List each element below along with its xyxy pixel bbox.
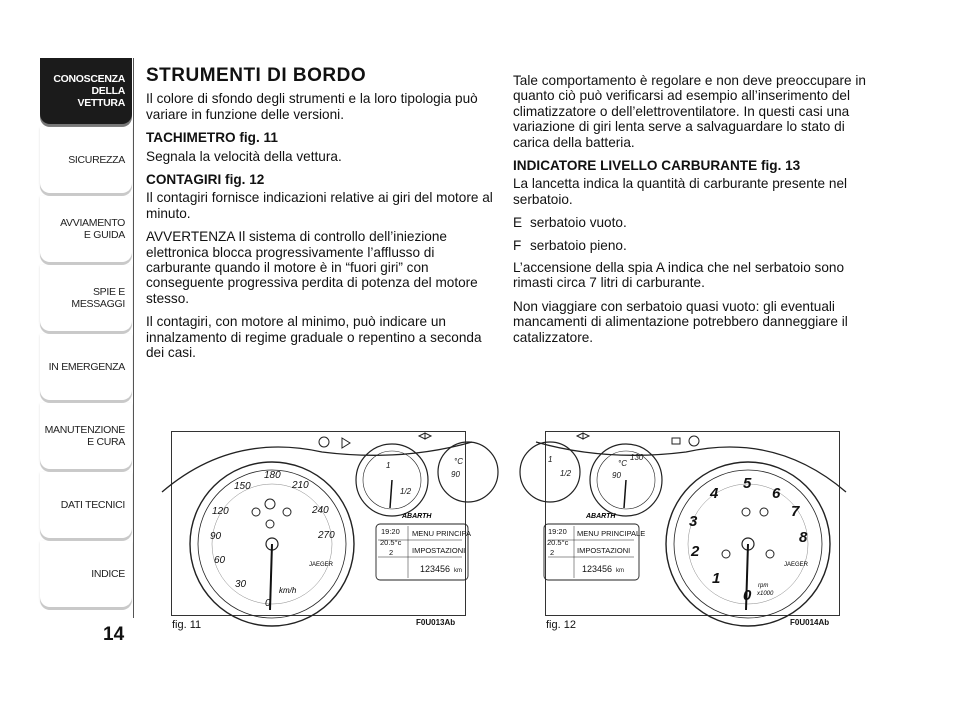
- brand-label: JAEGER: [309, 562, 334, 568]
- display-temp: 20.5°c: [380, 538, 402, 547]
- display-temp: 20.5°c: [547, 538, 569, 547]
- chapter-tabs: [40, 58, 132, 610]
- figure-12-tachometer: [545, 431, 840, 616]
- contagiri-text: Il contagiri fornisce indicazioni relative ai giri del motore al minuto.: [146, 190, 493, 221]
- tab-manutenzione[interactable]: MANUTENZIONE E CURA: [40, 403, 132, 469]
- advice-paragraph: Non viaggiare con serbatoio quasi vuoto: gli eventuali mancamenti di alimentazione potrebbero danneggiare il catalizzatore.: [513, 298, 848, 345]
- rpm-unit: rpm: [758, 583, 769, 589]
- speed-unit: km/h: [279, 586, 297, 595]
- tachimetro-text: Segnala la velocità della vettura.: [146, 148, 342, 164]
- right-column: [513, 73, 868, 353]
- display-odo-unit: km: [454, 568, 462, 574]
- speed-tick: 120: [212, 506, 229, 517]
- brand-label: JAEGER: [784, 562, 809, 568]
- temp-value-label: 90: [612, 471, 621, 480]
- page-number: 14: [103, 624, 125, 645]
- left-column: [146, 65, 501, 369]
- speed-tick: 30: [235, 579, 247, 590]
- figure-11-speedometer: [171, 431, 472, 616]
- figure-11-code: F0U013Ab: [416, 618, 456, 627]
- fuel-heading: INDICATORE LIVELLO CARBURANTE fig. 13: [513, 158, 801, 174]
- divider-line: [133, 58, 134, 618]
- list-key: F: [513, 237, 522, 253]
- display-odo-unit: km: [616, 568, 624, 574]
- intro-paragraph: Il colore di sfondo degli strumenti e la loro tipologia può variare in funzione delle versioni.: [146, 91, 478, 122]
- speed-tick: 180: [264, 470, 281, 481]
- display-odometer: 123456: [582, 564, 613, 574]
- figure-11-caption: fig. 11: [172, 619, 202, 631]
- temp-unit-label: °C: [454, 457, 463, 466]
- speed-tick: 210: [292, 480, 309, 491]
- list-key: E: [513, 215, 523, 231]
- fuel-half-label: 1/2: [560, 469, 572, 478]
- lamp-paragraph: L’accensione della spia A indica che nel serbatoio sono rimasti circa 7 litri di carburante.: [513, 260, 845, 291]
- display-odometer: 123456: [420, 564, 451, 574]
- fuel-full-label: 1: [386, 461, 391, 470]
- speed-tick: 60: [214, 555, 226, 566]
- tab-emergenza[interactable]: IN EMERGENZA: [40, 334, 132, 400]
- rpm-multiplier: x1000: [757, 591, 774, 597]
- speed-tick: 240: [312, 505, 329, 516]
- abarth-logo: ABARTH: [586, 513, 616, 520]
- rpm-tick: 5: [743, 475, 752, 492]
- rpm-tick: 3: [689, 513, 698, 530]
- fuel-half-label: 1/2: [400, 487, 412, 496]
- list-item-f: [513, 238, 868, 253]
- tachometer-illustration: [546, 432, 839, 615]
- temp-max-label: 130: [630, 453, 644, 462]
- speedometer-illustration: [172, 432, 472, 615]
- display-menu: MENU PRINCIPA: [412, 529, 472, 538]
- display-settings: IMPOSTAZIONI: [577, 546, 631, 555]
- tab-avviamento[interactable]: AVVIAMENTO E GUIDA: [40, 196, 132, 262]
- page-title: STRUMENTI DI BORDO: [146, 65, 367, 86]
- idle-paragraph: Il contagiri, con motore al minimo, può indicare un innalzamento di regime graduale o repentino a seconda dei casi.: [146, 314, 482, 361]
- display-gear: 2: [550, 548, 555, 557]
- temp-unit-label: °C: [618, 459, 627, 468]
- rpm-tick: 6: [772, 485, 781, 502]
- behaviour-paragraph: Tale comportamento è regolare e non deve preoccupare in quanto ciò può verificarsi ad esempio all’inserimento del climatizzatore o dell’elettroventilatore. In questi casi una variazione di giri lenta serve a salvaguardare lo stato di carica della batteria.: [513, 73, 866, 150]
- abarth-logo: ABARTH: [402, 513, 432, 520]
- speed-tick: 150: [234, 481, 251, 492]
- rpm-tick: 4: [710, 485, 719, 502]
- fuel-text: La lancetta indica la quantità di carburante presente nel serbatoio.: [513, 176, 848, 207]
- rpm-tick: 7: [791, 503, 800, 520]
- tachimetro-heading: TACHIMETRO fig. 11: [146, 130, 278, 146]
- speed-tick: 90: [210, 531, 222, 542]
- warning-paragraph: AVVERTENZA Il sistema di controllo dell’iniezione elettronica blocca progressivamente l’afflusso di carburante quando il motore è in “fuori giri” con conseguente progressiva perdita di potenza del motore stesso.: [146, 229, 478, 306]
- rpm-tick: 0: [743, 587, 752, 604]
- tab-indice[interactable]: INDICE: [40, 541, 132, 607]
- speed-tick: 0: [265, 598, 271, 609]
- list-text: serbatoio pieno.: [530, 237, 627, 253]
- display-time: 19:20: [381, 527, 400, 536]
- rpm-tick: 2: [691, 543, 700, 560]
- display-settings: IMPOSTAZIONI: [412, 546, 466, 555]
- tab-conoscenza[interactable]: CONOSCENZA DELLA VETTURA: [40, 58, 132, 124]
- figure-12-caption: fig. 12: [546, 619, 576, 631]
- list-text: serbatoio vuoto.: [530, 215, 627, 231]
- list-item-e: [513, 215, 868, 230]
- figure-12-code: F0U014Ab: [790, 618, 830, 627]
- rpm-tick: 8: [799, 529, 808, 546]
- fuel-full-label: 1: [548, 455, 553, 464]
- temp-value-label: 90: [451, 470, 460, 479]
- rpm-tick: 1: [712, 570, 721, 587]
- display-gear: 2: [389, 548, 394, 557]
- contagiri-heading: CONTAGIRI fig. 12: [146, 172, 265, 188]
- display-time: 19:20: [548, 527, 567, 536]
- speed-tick: 270: [318, 530, 335, 541]
- display-menu: MENU PRINCIPALE: [577, 529, 646, 538]
- tab-spie[interactable]: SPIE E MESSAGGI: [40, 265, 132, 331]
- tab-dati-tecnici[interactable]: DATI TECNICI: [40, 472, 132, 538]
- tab-sicurezza[interactable]: SICUREZZA: [40, 127, 132, 193]
